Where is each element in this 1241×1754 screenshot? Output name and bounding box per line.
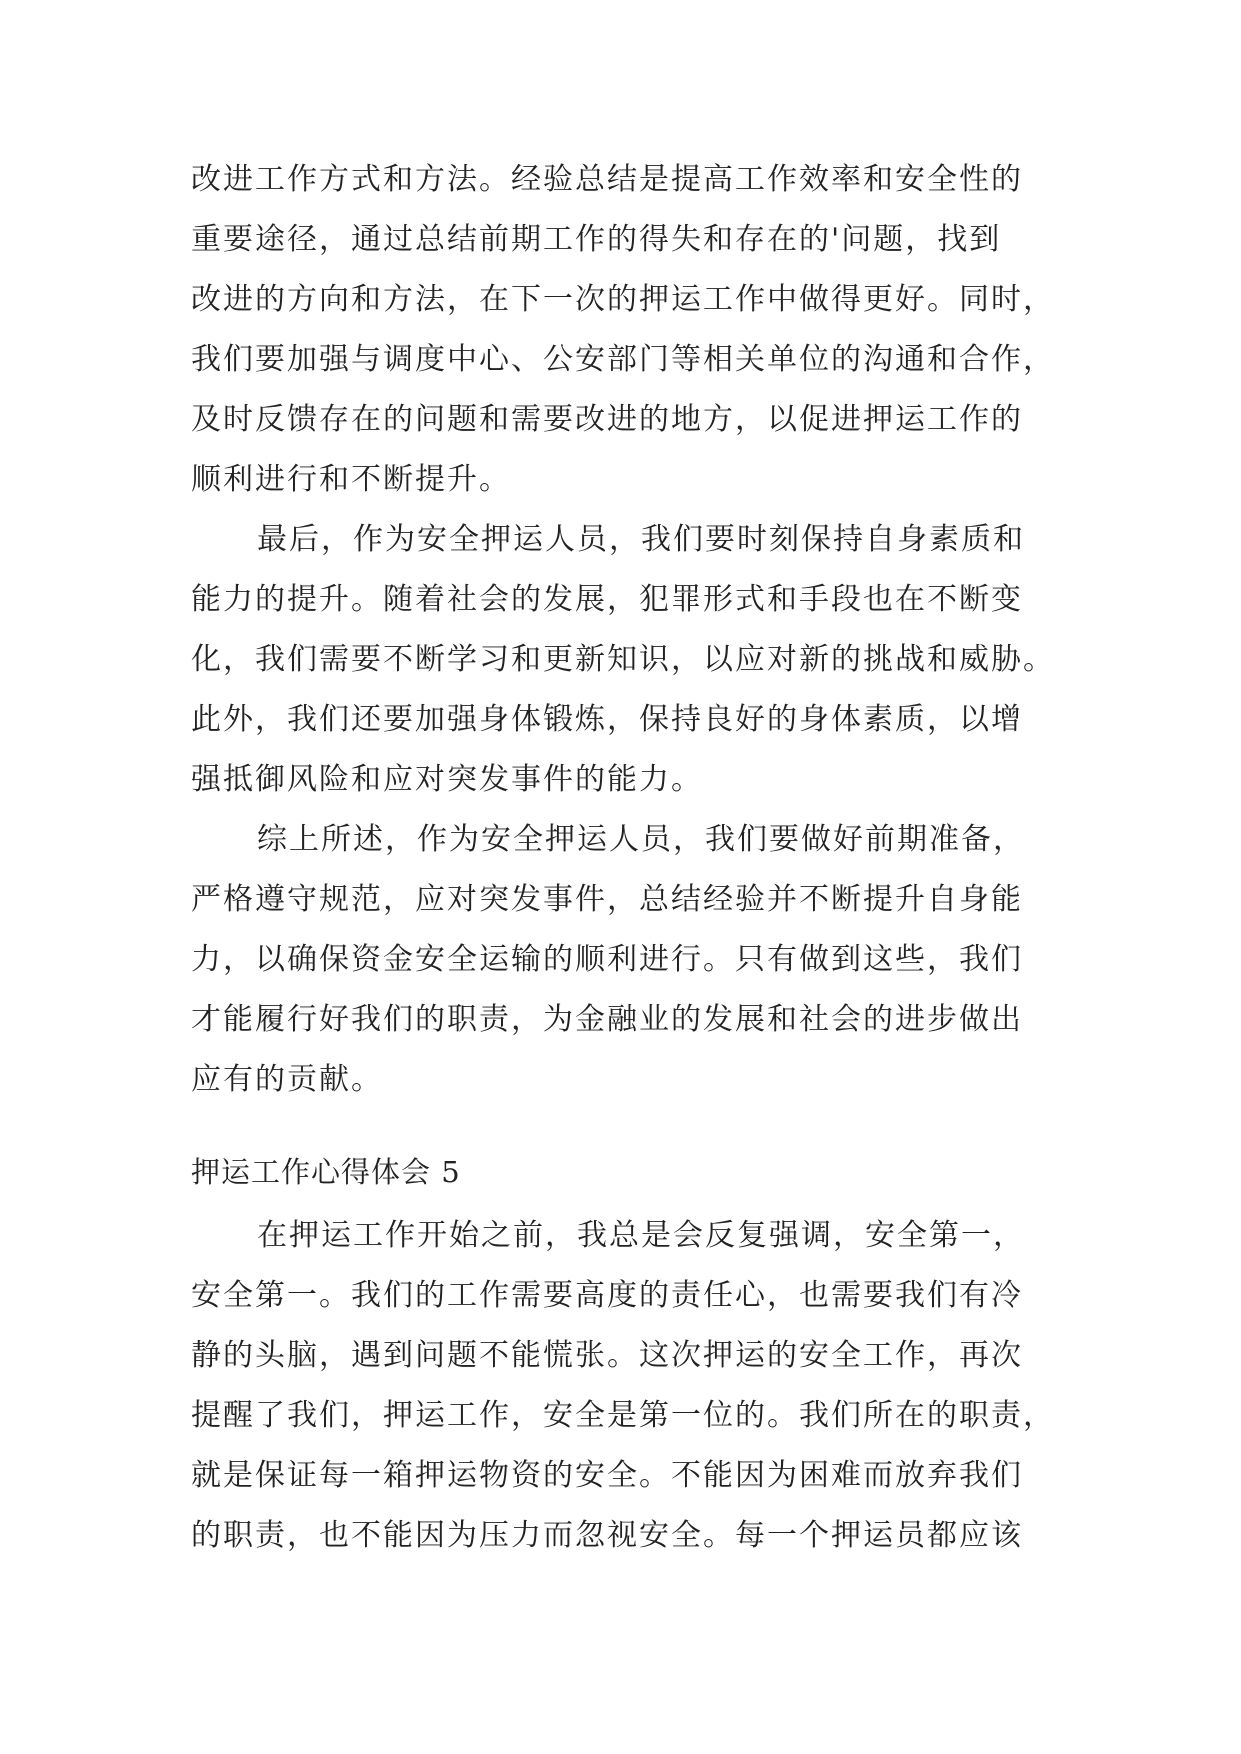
text-line: 化，我们需要不断学习和更新知识，以应对新的挑战和威胁。	[191, 642, 1055, 677]
text-line: 此外，我们还要加强身体锻炼，保持良好的身体素质，以增	[191, 702, 1023, 737]
text-line: 严格遵守规范，应对突发事件，总结经验并不断提升自身能	[191, 882, 1023, 917]
text-line: 改进的方向和方法，在下一次的押运工作中做得更好。同时，	[191, 282, 1055, 317]
text-block-top	[191, 150, 1053, 1110]
text-line: 重要途径，通过总结前期工作的得失和存在的'问题，找到	[191, 222, 1002, 257]
text-line: 改进工作方式和方法。经验总结是提高工作效率和安全性的	[191, 162, 1023, 197]
text-line: 综上所述，作为安全押运人员，我们要做好前期准备，	[257, 822, 1025, 857]
text-line: 我们要加强与调度中心、公安部门等相关单位的沟通和合作，	[191, 342, 1055, 377]
text-line: 提醒了我们，押运工作，安全是第一位的。我们所在的职责，	[191, 1398, 1055, 1433]
text-line: 能力的提升。随着社会的发展，犯罪形式和手段也在不断变	[191, 582, 1023, 617]
text-line: 顺利进行和不断提升。	[191, 462, 511, 497]
text-line: 的职责，也不能因为压力而忽视安全。每一个押运员都应该	[191, 1518, 1023, 1553]
text-line: 安全第一。我们的工作需要高度的责任心，也需要我们有冷	[191, 1278, 1023, 1313]
text-line: 最后，作为安全押运人员，我们要时刻保持自身素质和	[257, 522, 1025, 557]
text-line: 才能履行好我们的职责，为金融业的发展和社会的进步做出	[191, 1002, 1023, 1037]
section-heading: 押运工作心得体会 5	[191, 1155, 461, 1189]
text-block-bottom	[191, 1206, 1053, 1566]
text-line: 应有的贡献。	[191, 1062, 383, 1097]
text-line: 在押运工作开始之前，我总是会反复强调，安全第一，	[257, 1218, 1025, 1253]
text-line: 就是保证每一箱押运物资的安全。不能因为困难而放弃我们	[191, 1458, 1023, 1493]
text-line: 强抵御风险和应对突发事件的能力。	[191, 762, 703, 797]
text-line: 力，以确保资金安全运输的顺利进行。只有做到这些，我们	[191, 942, 1023, 977]
text-line: 及时反馈存在的问题和需要改进的地方，以促进押运工作的	[191, 402, 1023, 437]
text-line: 静的头脑，遇到问题不能慌张。这次押运的安全工作，再次	[191, 1338, 1023, 1373]
